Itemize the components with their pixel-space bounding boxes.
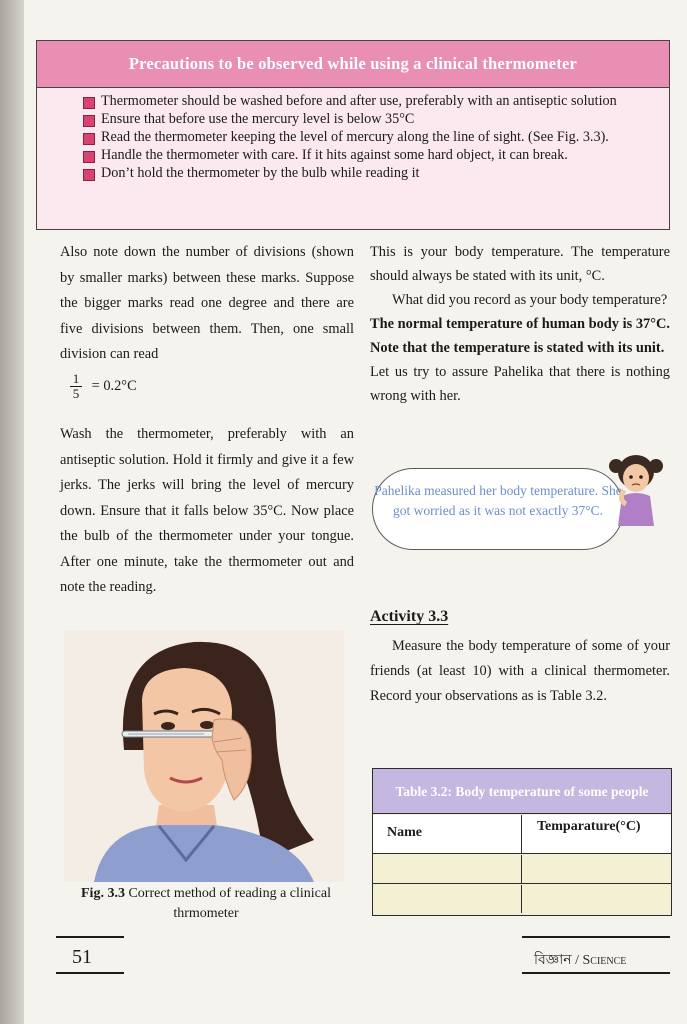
table-cell: [373, 885, 522, 913]
square-bullet-icon: [83, 97, 95, 109]
table-header-row: [373, 815, 671, 854]
page-number: 51: [72, 946, 92, 968]
observation-table: [372, 768, 672, 916]
table-row: [373, 885, 671, 913]
fraction-equation: $\frac{1}{5}$ = 0.2°C: [60, 372, 354, 401]
figure-caption-text: Correct method of reading a clinical thrmometer: [128, 886, 331, 921]
table-cell: [523, 885, 671, 913]
pahelika-girl-icon: [606, 450, 668, 526]
footer-rule-bottom: [56, 972, 124, 974]
square-bullet-icon: [83, 115, 95, 127]
table-cell: [523, 855, 671, 883]
figure-illustration: [64, 630, 344, 882]
footer-rule-right-bottom: [522, 972, 670, 974]
footer-rule-top: [56, 936, 124, 938]
subject-separator: /: [571, 953, 583, 968]
figure-label: Fig. 3.3: [81, 886, 125, 901]
subject-bengali: বিজ্ঞান: [534, 953, 572, 968]
square-bullet-icon: [83, 133, 95, 145]
table-title: Table 3.2: Body temperature of some people: [373, 769, 671, 814]
square-bullet-icon: [83, 169, 95, 181]
left-column-top: [60, 240, 354, 401]
table-header-cell: Name: [373, 815, 522, 853]
list-item: Read the thermometer keeping the level of mercury along the line of sight. (See Fig. 3.3).: [83, 129, 667, 147]
precautions-title: Precautions to be observed while using a clinical thermometer: [37, 41, 669, 88]
speech-bubble: [372, 468, 624, 550]
square-bullet-icon: [83, 151, 95, 163]
figure-caption: [56, 884, 356, 924]
list-item: Handle the thermometer with care. If it hits against some hard object, it can break.: [83, 147, 667, 165]
book-spine: [0, 0, 24, 1024]
subject-label: [534, 948, 626, 972]
list-item: Ensure that before use the mercury level is below 35°C: [83, 111, 667, 129]
precautions-list: [83, 93, 667, 183]
body-paragraph: Wash the thermometer, preferably with an antiseptic solution. Hold it firmly and give it a few jerks. The jerks will bring the level of mercury down. Ensure that it falls below 35°C. Now place the bulb of the thermometer under your tongue. After one minute, take the thermometer out and note the reading.: [60, 426, 354, 595]
list-item: Thermometer should be washed before and after use, preferably with an antiseptic solution: [83, 93, 667, 111]
speech-bubble-text: Pahelika measured her body temperature. She got worried as it was not exactly 37°C.: [374, 483, 622, 518]
body-paragraph: Let us try to assure Pahelika that there is nothing wrong with her.: [370, 364, 670, 404]
activity-text-block: [370, 634, 670, 709]
table-row: [373, 855, 671, 884]
bold-note: The normal temperature of human body is 37°C. Note that the temperature is stated with its unit.: [370, 316, 670, 356]
footer-rule-right-top: [522, 936, 670, 938]
right-column: [370, 240, 670, 408]
body-paragraph: This is your body temperature. The temperature should always be stated with its unit, °C.: [370, 244, 670, 284]
list-item: Don’t hold the thermometer by the bulb while reading it: [83, 165, 667, 183]
table-header-cell: Temparature(°C): [537, 819, 641, 834]
activity-heading: Activity 3.3: [370, 608, 449, 625]
table-cell: [373, 855, 522, 883]
body-paragraph: What did you record as your body temperature?: [392, 292, 668, 308]
body-paragraph: Also note down the number of divisions (shown by smaller marks) between these marks. Suppose the bigger marks read one degree and there are five divisions between them. Then, one small division can read: [60, 244, 354, 362]
fraction: $\frac{1}{5}$: [70, 372, 82, 401]
left-column-bottom: [60, 422, 354, 601]
subject-english: Science: [582, 953, 627, 968]
activity-text: Measure the body temperature of some of your friends (at least 10) with a clinical thermometer. Record your observations as is Table 3.2.: [370, 638, 670, 704]
precautions-box: [36, 40, 670, 230]
